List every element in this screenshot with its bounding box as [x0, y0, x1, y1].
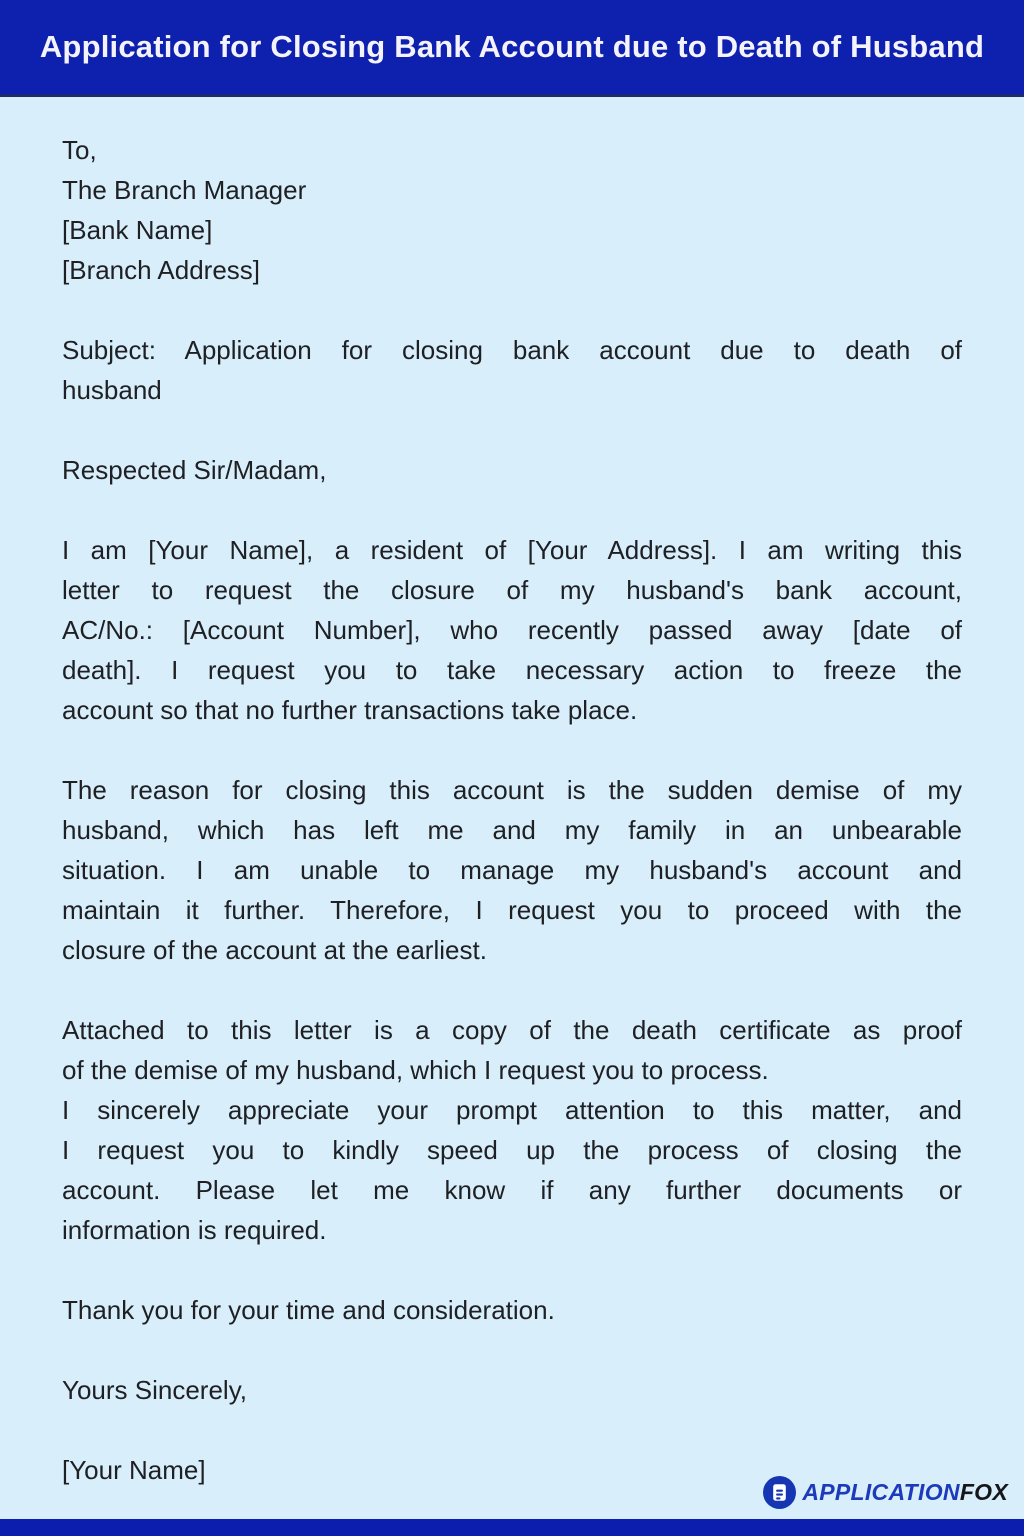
letter-line: situation. I am unable to manage my husband's account and: [62, 855, 962, 885]
brand-name-primary: APPLICATION: [802, 1479, 960, 1505]
letter-block-paragraph-2: [62, 770, 962, 970]
letter-line: The Branch Manager: [62, 175, 307, 205]
letter-line: I am [Your Name], a resident of [Your Address]. I am writing this: [62, 535, 962, 565]
letter-line: closure of the account at the earliest.: [62, 935, 487, 965]
letter-line: death]. I request you to take necessary action to freeze the: [62, 655, 962, 685]
letter-line: Thank you for your time and consideration.: [62, 1295, 555, 1325]
letter-block-paragraph-3: [62, 1010, 962, 1250]
letter-line: account. Please let me know if any further documents or: [62, 1175, 962, 1205]
letter-line: Respected Sir/Madam,: [62, 455, 327, 485]
letter-line: account so that no further transactions take place.: [62, 695, 638, 725]
letter-block-subject: [62, 330, 962, 410]
document-circle-icon: [763, 1476, 796, 1509]
header-bar: [0, 0, 1024, 97]
brand-logo: [763, 1476, 1008, 1509]
letter-line: maintain it further. Therefore, I request you to proceed with the: [62, 895, 962, 925]
letter-line: I request you to kindly speed up the process of closing the: [62, 1135, 962, 1165]
letter-block-recipient-address: [62, 130, 962, 290]
letter-line: [Branch Address]: [62, 255, 260, 285]
letter-line: Yours Sincerely,: [62, 1375, 247, 1405]
letter-line: husband: [62, 375, 162, 405]
letter-line: husband, which has left me and my family in an unbearable: [62, 815, 962, 845]
letter-line: letter to request the closure of my husband's bank account,: [62, 575, 962, 605]
letter-block-closing: [62, 1370, 962, 1410]
letter-body: [62, 97, 962, 1530]
brand-name-secondary: FOX: [959, 1479, 1008, 1505]
letter-line: Subject: Application for closing bank account due to death of: [62, 335, 962, 365]
letter-line: [Bank Name]: [62, 215, 213, 245]
letter-block-thanks: [62, 1290, 962, 1330]
letter-line: [Your Name]: [62, 1455, 206, 1485]
letter-line: The reason for closing this account is the sudden demise of my: [62, 775, 962, 805]
brand-name: [802, 1479, 1008, 1506]
letter-line: of the demise of my husband, which I request you to process.: [62, 1055, 769, 1085]
letter-line: information is required.: [62, 1215, 327, 1245]
footer-bar: [0, 1519, 1024, 1536]
letter-line: AC/No.: [Account Number], who recently passed away [date of: [62, 615, 962, 645]
page-title: Application for Closing Bank Account due to Death of Husband: [39, 29, 985, 64]
letter-line: I sincerely appreciate your prompt attention to this matter, and: [62, 1095, 962, 1125]
letter-block-paragraph-1: [62, 530, 962, 730]
letter-line: Attached to this letter is a copy of the death certificate as proof: [62, 1015, 962, 1045]
letter-line: To,: [62, 135, 97, 165]
letter-block-salutation: [62, 450, 962, 490]
